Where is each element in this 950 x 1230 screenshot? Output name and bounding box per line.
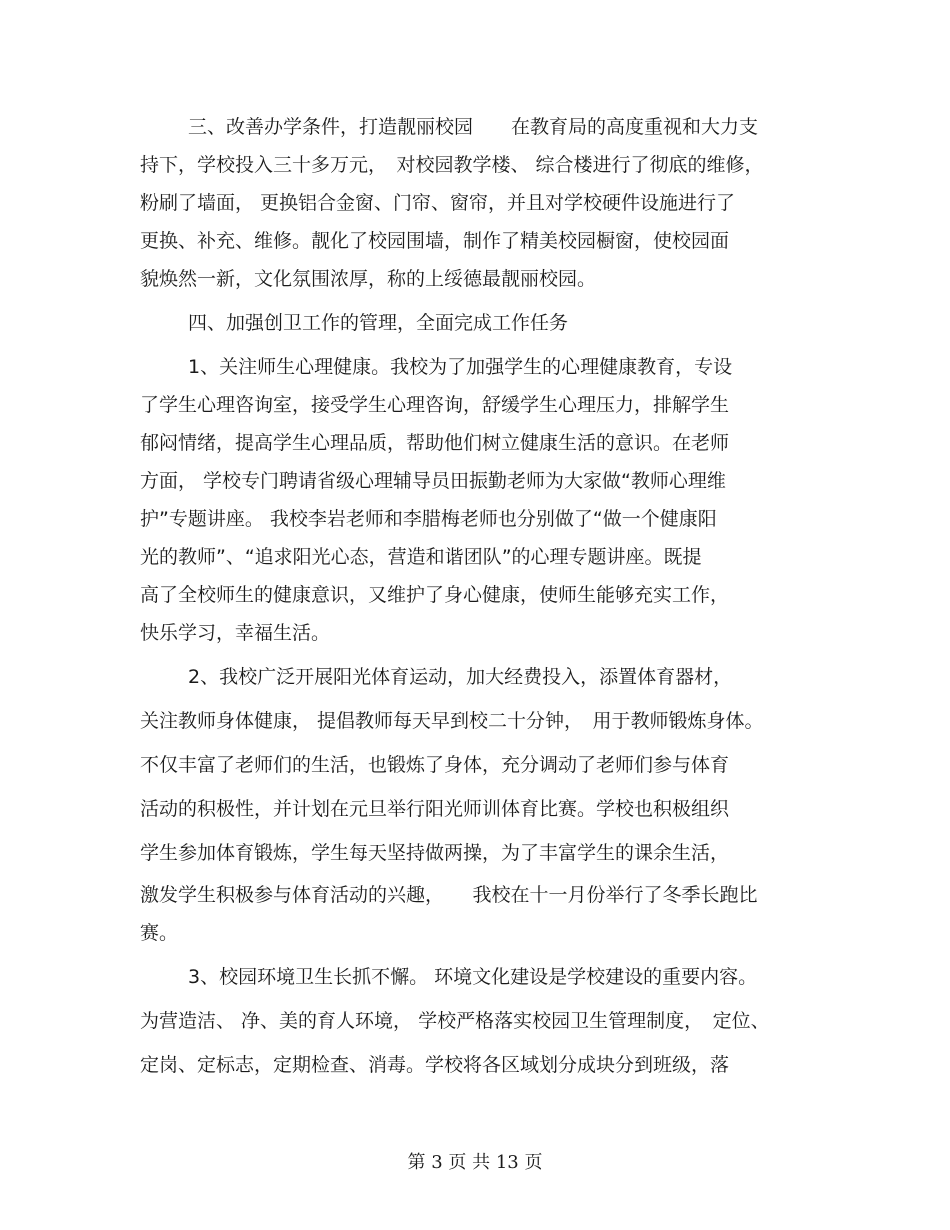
text-line: 快乐学习，幸福生活。 xyxy=(140,622,331,644)
text-line: 了学生心理咨询室，接受学生心理咨询，舒缓学生心理压力，排解学生 xyxy=(140,394,730,416)
text-line: 貌焕然一新，文化氛围浓厚，称的上绥德最靓丽校园。 xyxy=(140,268,597,290)
text-line: 粉刷了墙面， 更换铝合金窗、门帘、窗帘，并且对学校硬件设施进行了 xyxy=(140,192,736,214)
text-line: 不仅丰富了老师们的生活，也锻炼了身体，充分调动了老师们参与体育 xyxy=(140,754,730,776)
text-line: 3、校园环境卫生长抓不懈。 环境文化建设是学校建设的重要内容。 xyxy=(188,966,758,988)
text-line: 光的教师”、“追求阳光心态，营造和谐团队”的心理专题讲座。既提 xyxy=(140,546,702,568)
text-line: 定岗、定标志，定期检查、消毒。学校将各区域划分成块分到班级，落 xyxy=(140,1054,730,1076)
page-footer xyxy=(0,1148,950,1178)
text-line: 方面， 学校专门聘请省级心理辅导员田振勤老师为大家做“教师心理维 xyxy=(140,470,726,492)
text-line: 更换、补充、维修。靓化了校园围墙，制作了精美校园橱窗，使校园面 xyxy=(140,230,730,252)
text-line: 护”专题讲座。 我校李岩老师和李腊梅老师也分别做了“做一个健康阳 xyxy=(140,508,717,530)
text-line: 1、关注师生心理健康。我校为了加强学生的心理健康教育，专设 xyxy=(188,356,733,378)
text-line: 学生参加体育锻炼，学生每天坚持做两操，为了丰富学生的课余生活， xyxy=(140,842,730,864)
text-line: 赛。 xyxy=(140,922,179,944)
text-line: 2、我校广泛开展阳光体育运动，加大经费投入，添置体育器材， xyxy=(188,666,733,688)
page-number-label: 第 3 页 共 13 页 xyxy=(407,1152,543,1173)
text-line: 活动的积极性，并计划在元旦举行阳光师训体育比赛。学校也积极组织 xyxy=(140,798,730,820)
text-line: 高了全校师生的健康意识，又维护了身心健康，使师生能够充实工作， xyxy=(140,584,730,606)
section-heading: 四、加强创卫工作的管理，全面完成工作任务 xyxy=(188,312,569,334)
text-line: 持下，学校投入三十多万元， 对校园教学楼、 综合楼进行了彻底的维修， xyxy=(140,154,764,176)
text-line: 关注教师身体健康， 提倡教师每天早到校二十分钟， 用于教师锻炼身体。 xyxy=(140,710,764,732)
text-line: 为营造洁、 净、美的育人环境， 学校严格落实校园卫生管理制度， 定位、 xyxy=(140,1010,770,1032)
text-line: 激发学生积极参与体育活动的兴趣， 我校在十一月份举行了冬季长跑比 xyxy=(140,884,758,906)
text-line: 三、改善办学条件，打造靓丽校园 在教育局的高度重视和大力支 xyxy=(188,116,759,138)
text-line: 郁闷情绪，提高学生心理品质，帮助他们树立健康生活的意识。在老师 xyxy=(140,432,730,454)
